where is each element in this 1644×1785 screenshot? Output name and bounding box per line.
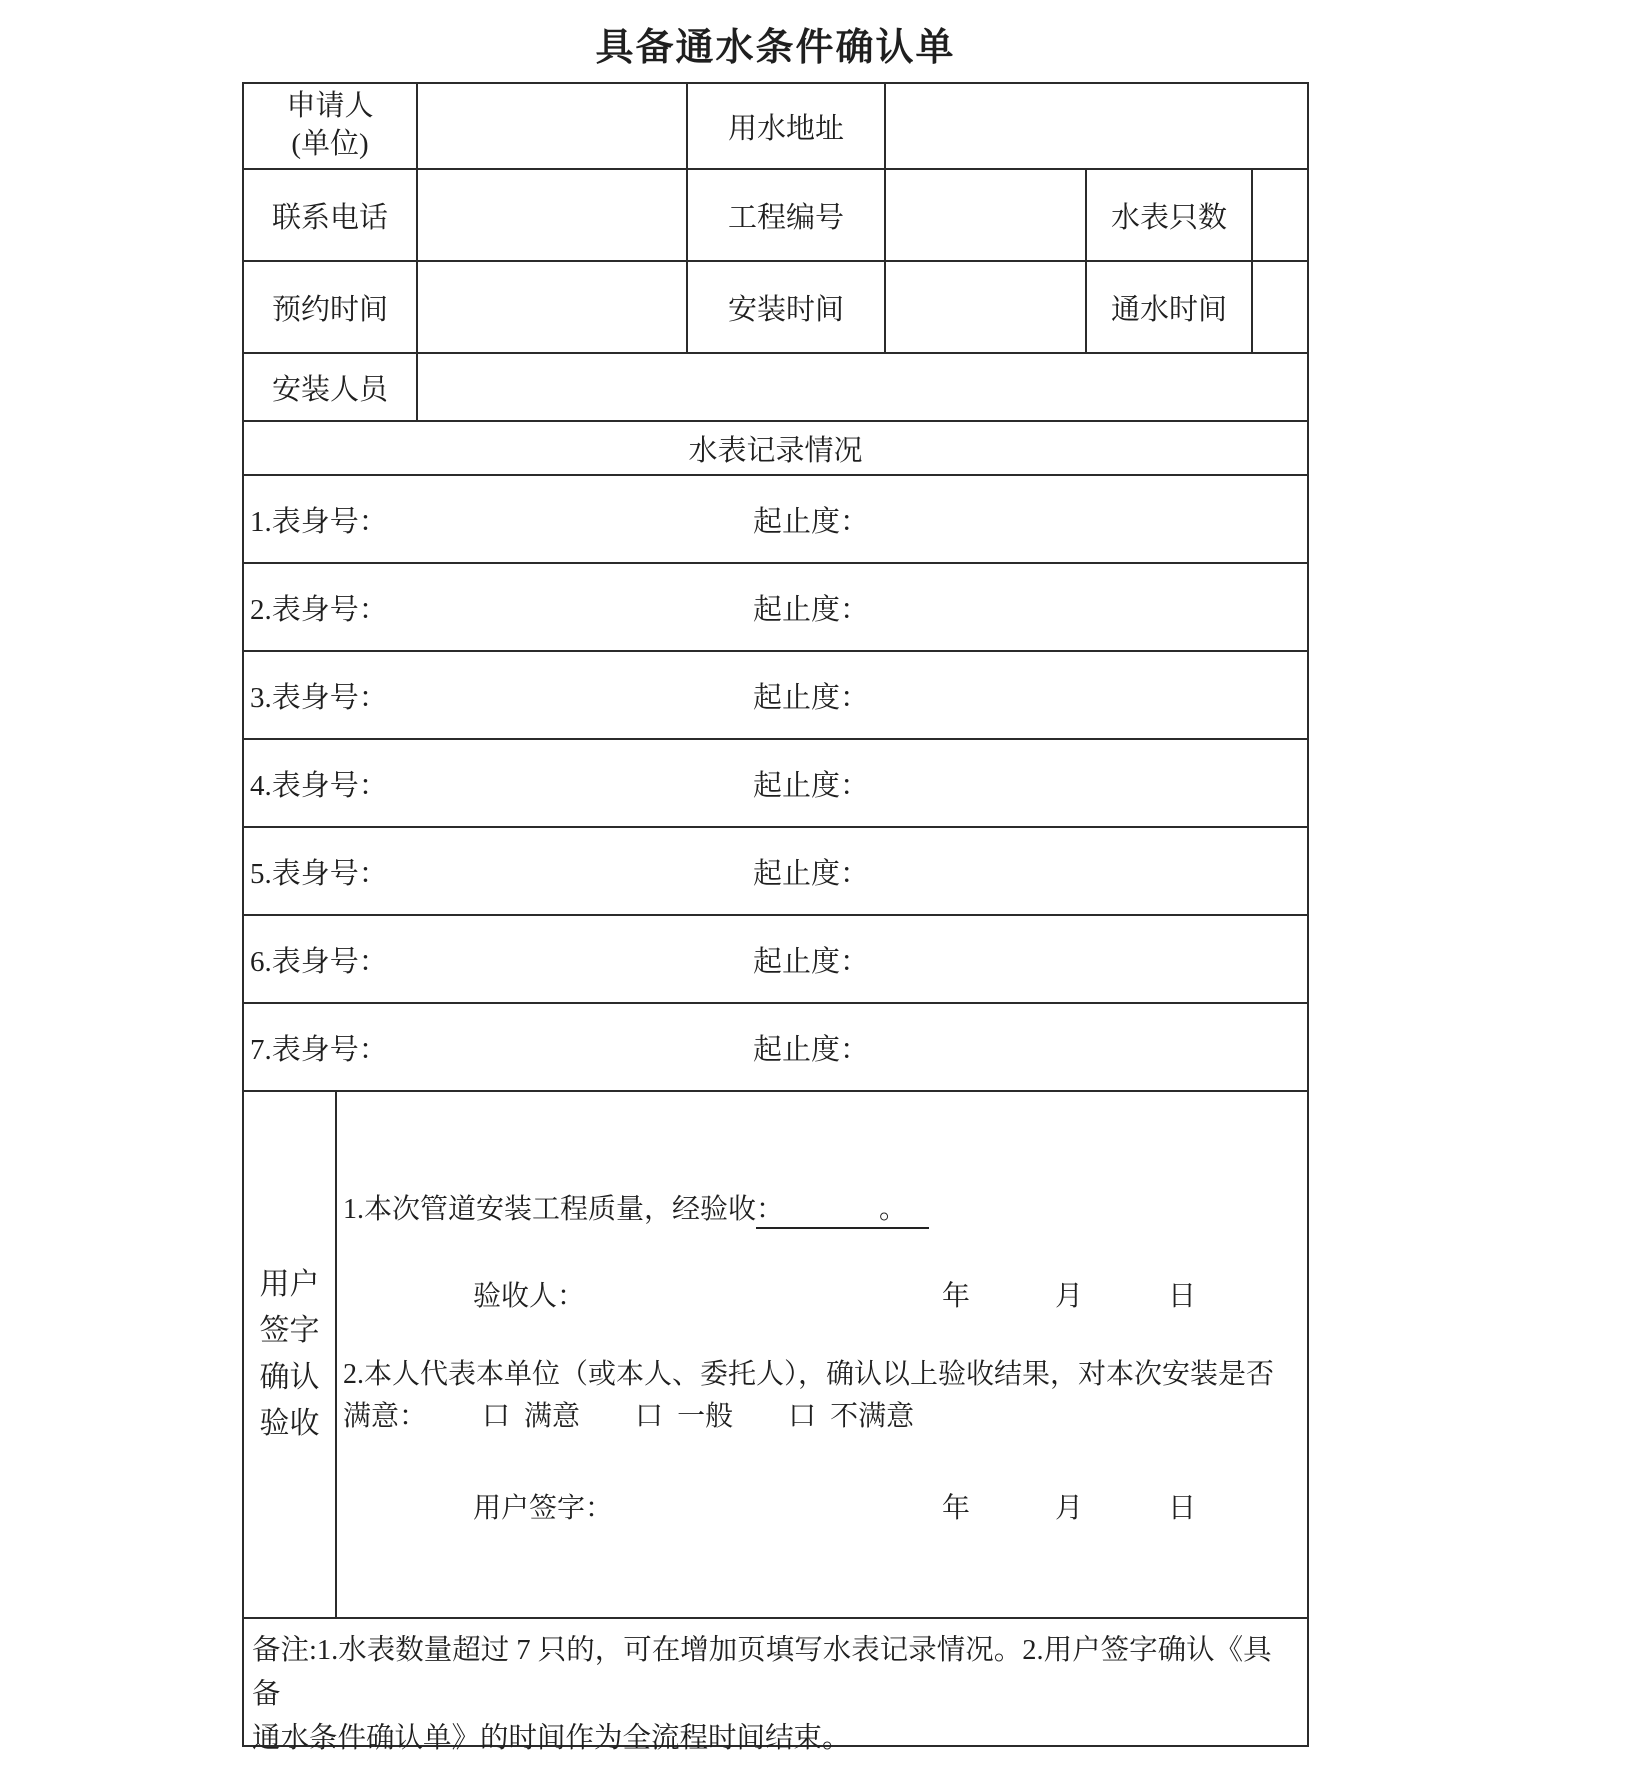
user-sign-label: 用户签字： bbox=[473, 1493, 614, 1524]
meter-row-6 bbox=[244, 916, 1307, 1004]
meter-count-label: 水表只数 bbox=[1087, 170, 1253, 260]
contact-phone-value-cell bbox=[418, 170, 688, 260]
option-unsatisfied bbox=[788, 1396, 914, 1438]
meter-readings-label: 起止度： bbox=[753, 505, 870, 538]
acceptance-item1-text: 1.本次管道安装工程质量，经验收 bbox=[343, 1194, 757, 1225]
inspector-date bbox=[942, 1274, 1196, 1314]
applicant-label-line1: 申请人 bbox=[286, 90, 374, 123]
meter-row-7-inner bbox=[244, 1027, 1307, 1068]
meter-readings-label: 起止度： bbox=[753, 945, 870, 978]
page-title: 具备通水条件确认单 bbox=[595, 27, 956, 69]
meter-count-value-cell bbox=[1253, 170, 1307, 260]
project-no-label: 工程编号 bbox=[688, 170, 886, 260]
water-supply-confirmation-form bbox=[242, 82, 1309, 1755]
applicant-label-line2: (单位) bbox=[291, 128, 369, 160]
meter-readings-label: 起止度： bbox=[753, 1033, 870, 1066]
meter-body-no-label: 7.表身号： bbox=[250, 1033, 388, 1066]
meter-row-1-inner bbox=[244, 499, 1307, 540]
meter-row-4 bbox=[244, 740, 1307, 828]
meter-readings-label: 起止度： bbox=[753, 681, 870, 714]
contact-phone-label: 联系电话 bbox=[244, 170, 418, 260]
project-no-value-cell bbox=[886, 170, 1087, 260]
meter-row-2-inner bbox=[244, 587, 1307, 628]
meter-readings-label: 起止度： bbox=[753, 857, 870, 890]
year-label: 年 bbox=[941, 1493, 970, 1524]
side-label-line1: 用户 bbox=[259, 1267, 320, 1301]
signature-content bbox=[337, 1092, 1307, 1617]
acceptance-colon: ： bbox=[756, 1194, 785, 1225]
month-label: 月 bbox=[1054, 1281, 1083, 1312]
side-label-line3: 确认 bbox=[259, 1360, 320, 1394]
row-contact bbox=[244, 170, 1307, 262]
appointment-time-value-cell bbox=[418, 262, 688, 352]
acceptance-item2-line1: 2.本人代表本单位（或本人、委托人），确认以上验收结果，对本次安装是否 bbox=[343, 1359, 1275, 1390]
meter-row-3 bbox=[244, 652, 1307, 740]
user-sign-date bbox=[942, 1486, 1196, 1526]
install-time-label: 安装时间 bbox=[688, 262, 886, 352]
install-time-value-cell bbox=[886, 262, 1087, 352]
side-label-line4: 验收 bbox=[259, 1407, 320, 1440]
notes-line2: 通水条件确认单》的时间作为全流程时间结束。 bbox=[252, 1723, 851, 1755]
option-satisfied bbox=[482, 1396, 580, 1438]
option-average bbox=[635, 1396, 733, 1438]
water-address-value-cell bbox=[886, 84, 1307, 168]
month-label: 月 bbox=[1054, 1493, 1083, 1524]
appointment-time-label: 预约时间 bbox=[244, 262, 418, 352]
row-times bbox=[244, 262, 1307, 354]
acceptance-period: 。 bbox=[879, 1194, 908, 1225]
notes-cell bbox=[244, 1619, 1307, 1755]
day-label: 日 bbox=[1167, 1493, 1196, 1524]
checkbox-average: 口 bbox=[635, 1401, 664, 1432]
option-average-label: 一般 bbox=[677, 1401, 734, 1432]
meter-row-5 bbox=[244, 828, 1307, 916]
acceptance-item1 bbox=[343, 1187, 1301, 1229]
meter-section-title: 水表记录情况 bbox=[688, 434, 863, 467]
option-satisfied-label: 满意 bbox=[524, 1401, 581, 1432]
applicant-label bbox=[244, 84, 418, 168]
meter-section-header bbox=[244, 422, 1307, 476]
installer-value-cell bbox=[418, 354, 1307, 420]
checkbox-unsatisfied: 口 bbox=[788, 1401, 817, 1432]
installer-label: 安装人员 bbox=[244, 354, 418, 420]
signature-side-label bbox=[244, 1092, 337, 1617]
meter-readings-label: 起止度： bbox=[753, 593, 870, 626]
checkbox-satisfied: 口 bbox=[482, 1401, 511, 1432]
meter-row-2 bbox=[244, 564, 1307, 652]
applicant-value-cell bbox=[418, 84, 688, 168]
notes-line1: 备注:1.水表数量超过 7 只的，可在增加页填写水表记录情况。2.用户签字确认《具备 bbox=[252, 1635, 1272, 1711]
meter-row-4-inner bbox=[244, 763, 1307, 804]
meter-row-6-inner bbox=[244, 939, 1307, 980]
acceptance-result-blank bbox=[756, 1187, 929, 1229]
notes-section bbox=[244, 1619, 1307, 1755]
user-sign-line bbox=[343, 1486, 1301, 1526]
meter-row-3-inner bbox=[244, 675, 1307, 716]
meter-row-1 bbox=[244, 476, 1307, 564]
meter-row-7 bbox=[244, 1004, 1307, 1092]
water-on-time-value-cell bbox=[1253, 262, 1307, 352]
notes-text bbox=[252, 1629, 1299, 1762]
option-unsatisfied-label: 不满意 bbox=[830, 1401, 915, 1432]
meter-readings-label: 起止度： bbox=[753, 769, 870, 802]
meter-body-no-label: 2.表身号： bbox=[250, 593, 388, 626]
day-label: 日 bbox=[1167, 1281, 1196, 1312]
satisfaction-options-line bbox=[343, 1396, 1301, 1438]
side-label-line2: 签字 bbox=[259, 1314, 320, 1347]
water-on-time-label: 通水时间 bbox=[1087, 262, 1253, 352]
meter-body-no-label: 4.表身号： bbox=[250, 769, 388, 802]
meter-row-5-inner bbox=[244, 851, 1307, 892]
acceptance-item2 bbox=[343, 1354, 1301, 1438]
meter-body-no-label: 1.表身号： bbox=[250, 505, 388, 538]
inspector-label: 验收人： bbox=[473, 1281, 586, 1312]
meter-body-no-label: 5.表身号： bbox=[250, 857, 388, 890]
year-label: 年 bbox=[941, 1281, 970, 1312]
water-address-label: 用水地址 bbox=[688, 84, 886, 168]
signature-section bbox=[244, 1092, 1307, 1619]
row-installer bbox=[244, 354, 1307, 422]
meter-body-no-label: 6.表身号： bbox=[250, 945, 388, 978]
inspector-sign-line bbox=[343, 1274, 1301, 1314]
satisfaction-prefix: 满意： bbox=[343, 1401, 428, 1432]
meter-body-no-label: 3.表身号： bbox=[250, 681, 388, 714]
row-applicant bbox=[244, 84, 1307, 170]
applicant-label-text bbox=[286, 88, 373, 163]
